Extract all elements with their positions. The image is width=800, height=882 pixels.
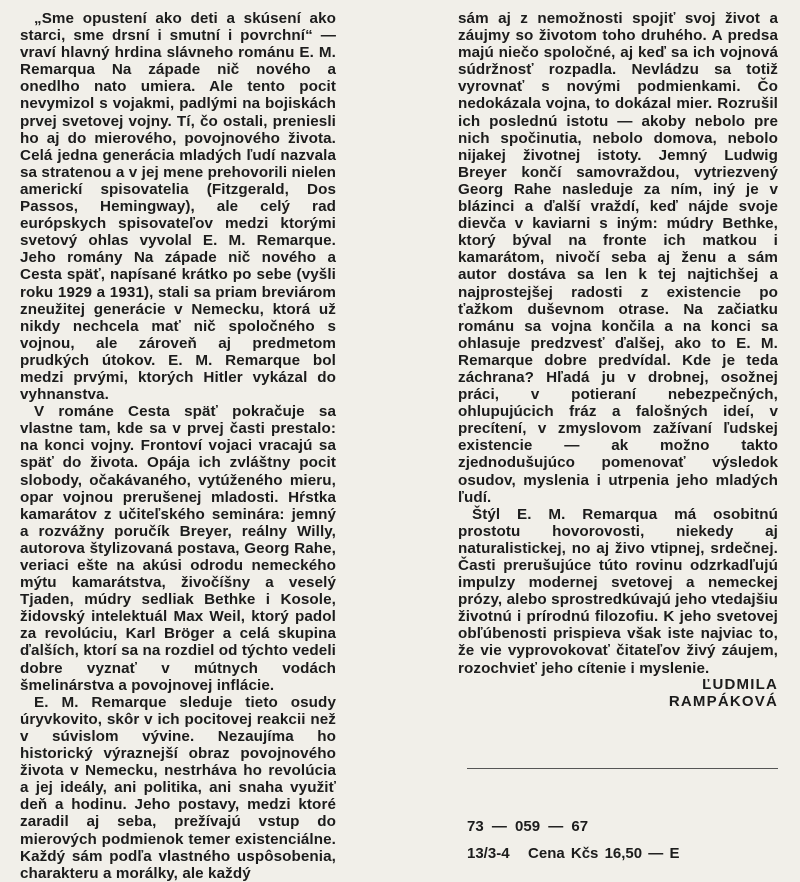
right-column — [458, 10, 778, 677]
author-signature: ĽUDMILA RAMPÁKOVÁ — [668, 676, 778, 710]
paragraph-4: sám aj z nemožnosti spojiť svoj život a záujmy so životom toho druhého. A predsa majú niečo spoločné, aj keď sa ich vojnová súdržnosť rozpadla. Nevládzu sa totiž vyrovnať s novými podmienkami. Čo nedokázala vojna, to dokázal mier. Rozrušil ich poslednú istotu — akoby nebolo pre nich spočinutia, nebolo domova, nebolo nijakej životnej istoty. Jemný Ludwig Breyer končí samovraždou, vytriezvený Georg Rahe nasleduje za ním, iný je v blázinci a ďalší vraždí, keď nájde svoje dievča v kaviarni s iným: múdry Bethke, ktorý býval na fronte ich matkou i kamarátom, nivočí seba aj ženu a sám autor dostáva sa len k tej najtichšej a najprostejšej radosti z existencie po ťažkom duševnom otrase. Na začiatku románu sa vojna končila a na konci sa ohlasuje predzvesť ďalšej, ako to E. M. Remarque dobre predvídal. Kde je teda záchrana? Hľadá ju v drobnej, osožnej práci, v potieraní nebezpečných, ohlupujúcich fráz a falošných ideí, v precítení, v zmyslovom zažívaní ľudskej existencie — ak možno takto zjednodušujúco pomenovať výsledok osudov, myslenia i utrpenia jeho mladých ľudí. — [458, 10, 778, 506]
paragraph-2: V románe Cesta späť pokračuje sa vlastne tam, kde sa v prvej časti prestalo: na konci vojny. Frontoví vojaci vracajú sa späť do života. Opája ich zvláštny pocit slobody, očakávaného, vytúženého mieru, opar vojnou prerušenej mladosti. Hŕstka kamarátov z učiteľského seminára: jemný a rozvážny poručík Breyer, reálny Willy, autorova štylizovaná postava, Georg Rahe, veriaci ešte na akúsi odrodu nemeckého mýtu kamarátstva, živočíšny a veselý Tjaden, múdry sedliak Bethke i Kosole, židovský intelektuál Max Weil, ktorý padol za revolúciu, Karl Bröger a celá skupina ďalších, ktorí sa na rozdiel od týchto vedeli dobre vyznať v mútnych vodách šmelinárstva a povojnovej inflácie. — [20, 403, 336, 694]
paragraph-3: E. M. Remarque sleduje tieto osudy úryvkovito, skôr v ich pocitovej reakcii než v súvislom vývine. Nezaujíma ho historický výraznejší obraz povojnového života v Nemecku, nestrháva ho revolúcia a jej ideály, ani politika, ani snaha využiť deň a hodinu. Jeho postavy, medzi ktoré zaradil aj seba, prežívajú vstup do mierových podmienok temer existenciálne. Každý sám podľa vlastného uspôsobenia, charakteru a morálky, ale každý — [20, 693, 336, 882]
divider-line — [467, 768, 778, 769]
paragraph-1: „Sme opustení ako deti a skúsení ako starci, sme drsní i smutní i povrchní“ — vraví hlavný hrdina slávneho románu E. M. Remarqua Na západe nič nového a onedlho nato umiera. Ale tento pocit nevymizol s vojakmi, padlými na bojiskách prvej svetovej vojny. Tí, čo ostali, preniesli ho aj do mierového, povojnového života. Celá jedna generácia mladých ľudí nazvala sa stratenou a v jej mene prehovorili nielen americkí spisovatelia (Fitzgerald, Dos Passos, Hemingway), ale celý rad európskych spisovateľov medzi ktorými svetový ohlas vyvolal E. M. Remarque. Jeho romány Na západe nič nového a Cesta späť, napísané krátko po sebe (vyšli roku 1929 a 1931), stali sa priam breviárom zneužitej generácie v Nemecku, ktorá už nikdy nechcela mať nič spoločného s vojnou, ale zároveň aj predmetom prudkých útokov. E. M. Remarque bol medzi prvými, ktorých Hitler vykázal do vyhnanstva. — [20, 10, 336, 404]
price-line: 13/3-4 Cena Kčs 16,50 — E — [467, 845, 680, 862]
left-column — [20, 10, 336, 882]
catalog-code: 73 — 059 — 67 — [467, 818, 589, 835]
paragraph-5: Štýl E. M. Remarqua má osobitnú prostotu hovorovosti, niekedy aj naturalistickej, no aj živo vtipnej, srdečnej. Časti prerušujúce túto rovinu odzrkadľujú impulzy modernej svetovej a nemeckej prózy, alebo sprostredkúvajú jeho vtedajšiu životnú i prírodnú filozofiu. K jeho svetovej obľúbenosti prispieva však iste najviac to, že vie vyprovokovať čitateľov živý záujem, rozochvieť jeho cítenie i myslenie. — [458, 505, 778, 677]
